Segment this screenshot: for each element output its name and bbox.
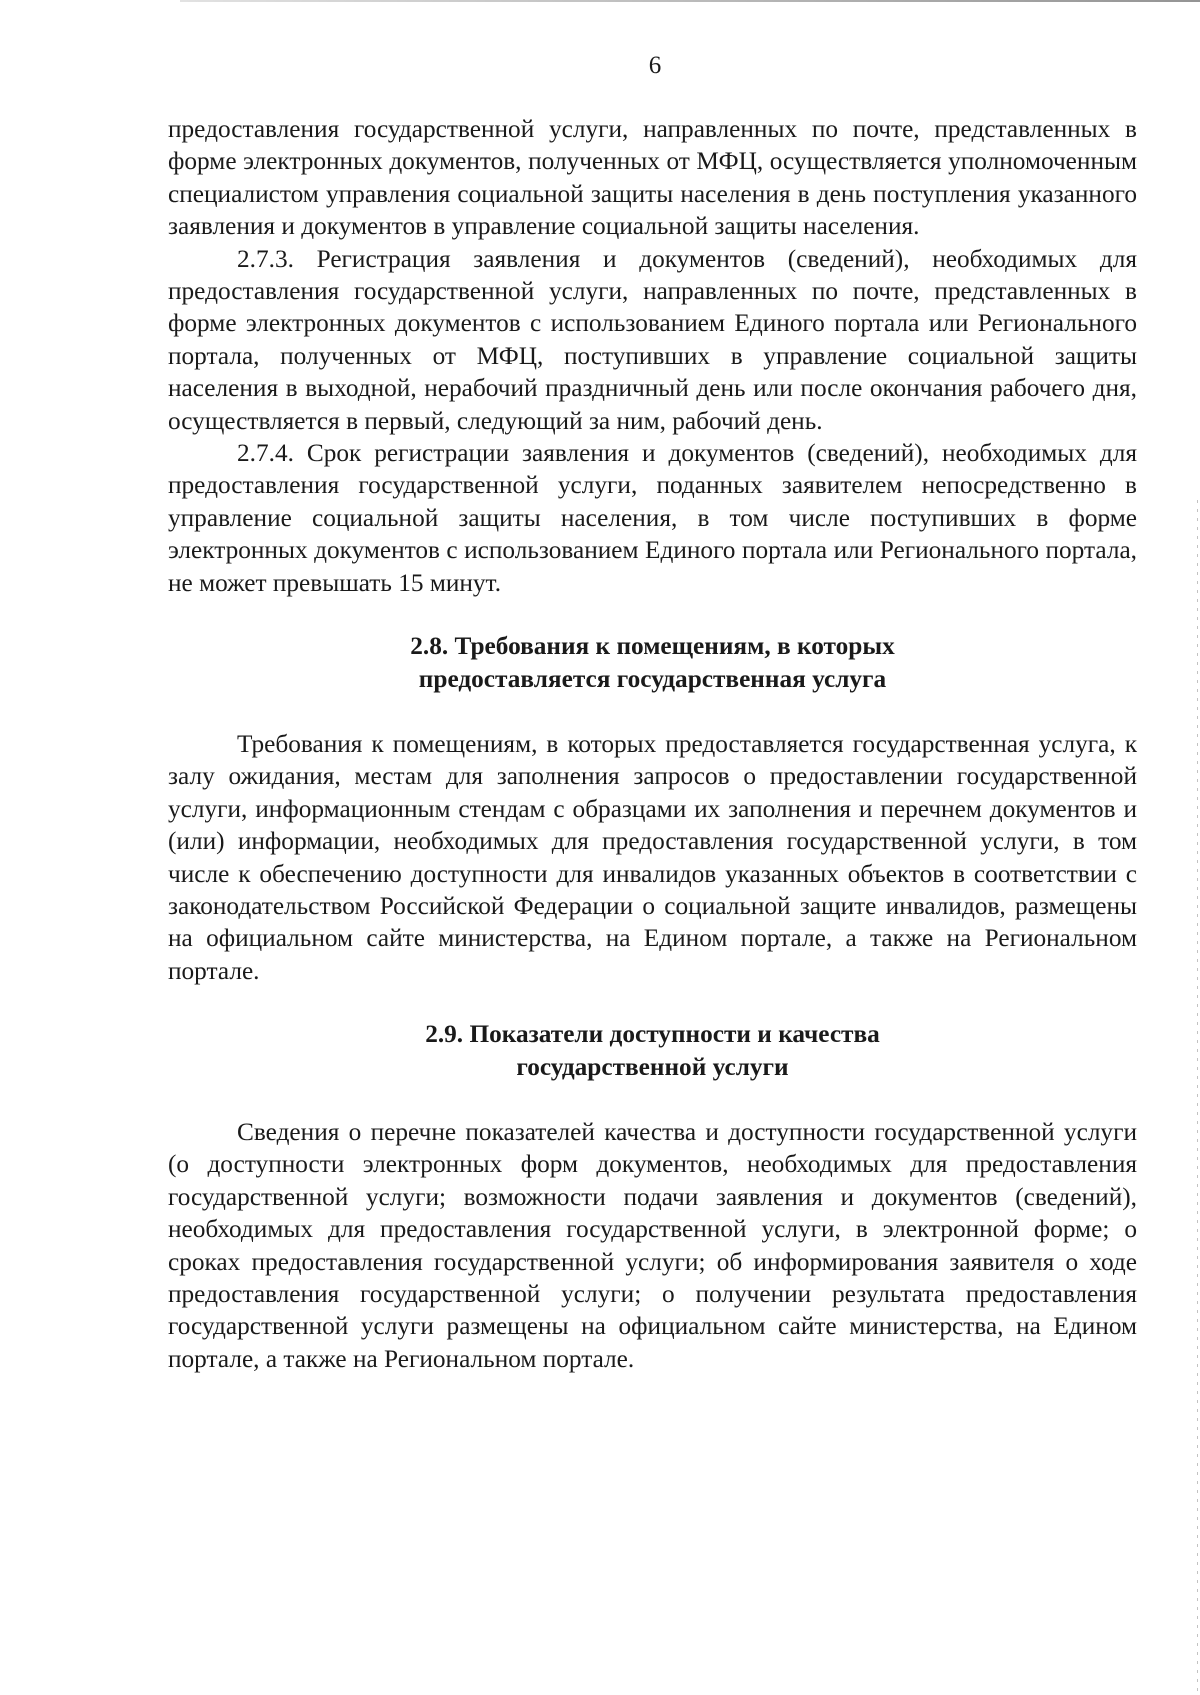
section-2-8-body: Требования к помещениям, в которых предоставляется государственная услуга, к залу ожидания, местам для заполнения запросов о предоставлении государственной услуги, информационным стендам с образцами их заполнения и перечнем документов и (или) информации, необходимых для предоставления государственной услуги, в том числе к обеспечению доступности для инвалидов указанных объектов в соответствии с законодательством Российской Федерации о социальной защите инвалидов, размещены на официальном сайте министерства, на Едином портале, а также на Региональном портале. — [168, 729, 1137, 985]
paragraph-2-7-4: 2.7.4. Срок регистрации заявления и документов (сведений), необходимых для предоставления государственной услуги, поданных заявителем непосредственно в управление социальной защиты населения, в том числе поступивших в форме электронных документов с использованием Единого портала или Регионального портала, не может превышать 15 минут. — [168, 439, 1137, 597]
section-2-9-body: Сведения о перечне показателей качества и доступности государственной услуги (о доступности электронных форм документов, необходимых для предоставления государственной услуги; возможности подачи заявления и документов (сведений), необходимых для предоставления государственной услуги, в электронной форме; о сроках предоставления государственной услуги; об информирования заявителя о ходе предоставления государственной услуги; о получении результата предоставления государственной услуги размещены на официальном сайте министерства, на Едином портале, а также на Региональном портале. — [168, 1117, 1137, 1373]
paragraph-continuation: предоставления государственной услуги, направленных по почте, представленных в форме электронных документов, полученных от МФЦ, осуществляется уполномоченным специалистом управления социальной защиты населения в день поступления указанного заявления и документов в управление социальной защиты населения. — [168, 115, 1137, 241]
section-2-9-title-line2: государственной услуги — [516, 1052, 789, 1081]
paragraph-2-7-3: 2.7.3. Регистрация заявления и документов (сведений), необходимых для предоставления государственной услуги, направленных по почте, представленных в форме электронных документов с использованием Единого портала или Регионального портала, полученных от МФЦ, поступивших в управление социальной защиты населения в выходной, нерабочий праздничный день или после окончания рабочего дня, осуществляется в первый, следующий за ним, рабочий день. — [168, 244, 1137, 435]
section-2-8-title-line1: 2.8. Требования к помещениям, в которых — [410, 632, 895, 661]
section-2-9-title-line1: 2.9. Показатели доступности и качества — [425, 1020, 880, 1049]
document-body — [168, 113, 1137, 1375]
section-2-8-title-line2: предоставляется государственная услуга — [418, 664, 887, 693]
scan-edge-top — [180, 0, 1200, 2]
section-2-9-heading — [168, 1018, 1137, 1083]
scan-edge-right — [1197, 500, 1198, 1695]
page-number: 6 — [648, 52, 662, 79]
section-2-8-heading — [168, 630, 1137, 695]
